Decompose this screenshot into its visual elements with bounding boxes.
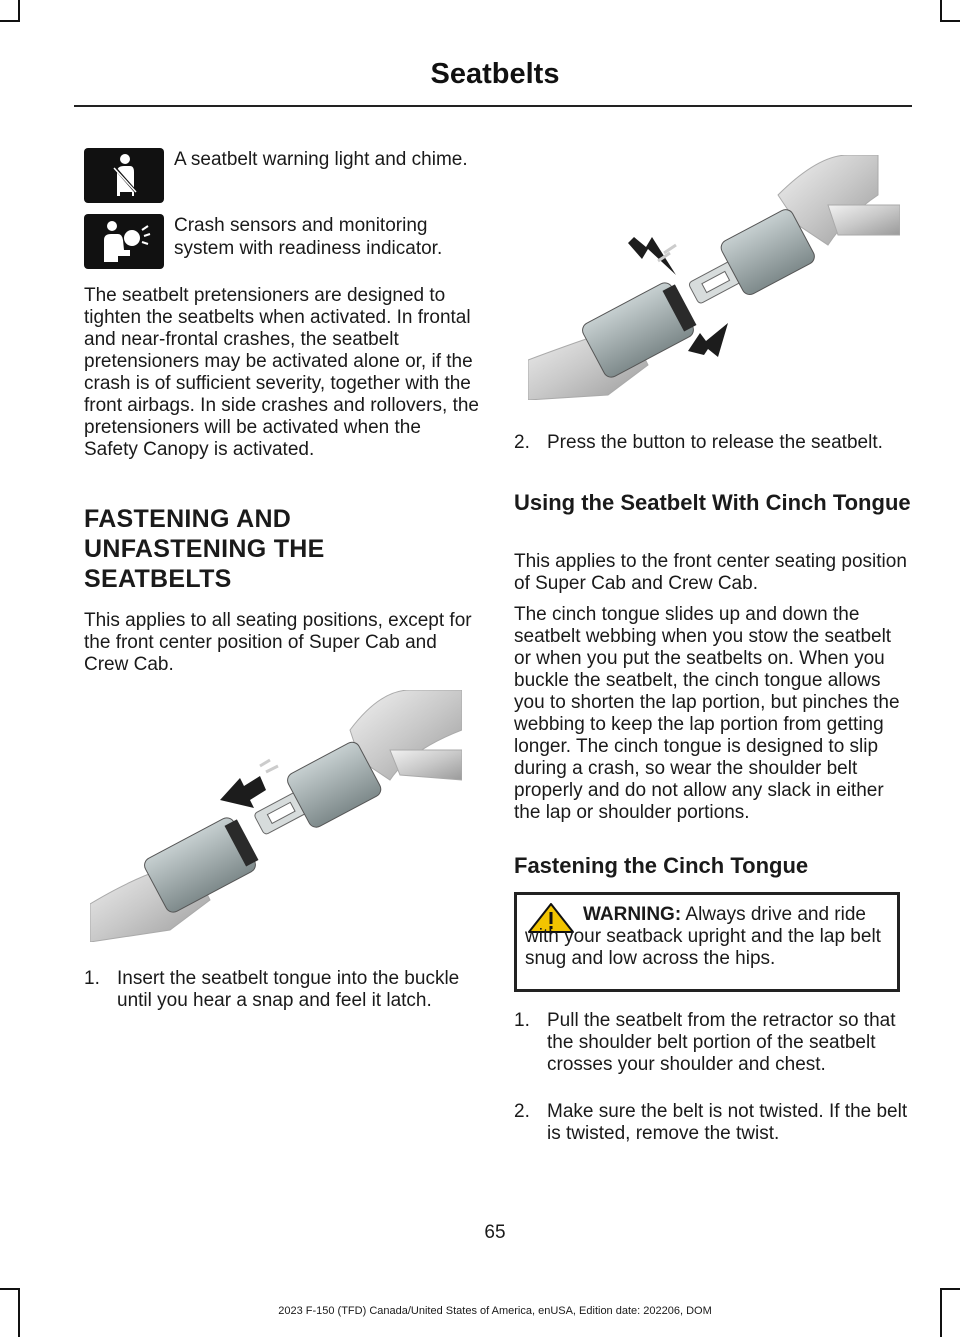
- intro-paragraph: The seatbelt pretensioners are designed to tighten the seatbelts when activated. In frontal and near-frontal crashes, the seatbelt pretensioners may be activated alone or, if the crash is of sufficient severity, together with the front airbags. In side crashes and rollovers, the pretensioners will be activated when the Safety Canopy is activated.: [84, 285, 479, 460]
- list-number: 1.: [84, 968, 100, 989]
- crop-mark: [0, 20, 20, 22]
- header-divider: [74, 105, 912, 107]
- section-heading-line-3: SEATBELTS: [84, 565, 232, 593]
- crop-mark: [940, 1288, 960, 1290]
- crop-mark: [940, 0, 942, 22]
- section-heading-line-2: UNFASTENING THE: [84, 535, 325, 563]
- page-title: Seatbelts: [430, 58, 560, 90]
- crop-mark: [18, 0, 20, 22]
- cinch-applies-paragraph: This applies to the front center seating position of Super Cab and Crew Cab.: [514, 551, 907, 594]
- list-text: Make sure the belt is not twisted. If the belt is twisted, remove the twist.: [547, 1101, 908, 1144]
- warning-label: WARNING:: [583, 904, 682, 925]
- cinch-paragraph: The cinch tongue slides up and down the seatbelt webbing when you stow the seatbelt or when you put the seatbelts on. When you buckle the seatbelt, the cinch tongue allows you to shorten the lap portion, but pinches the webbing to keep the lap portion from getting longer. The cinch tongue is designed to slip during a crash, so wear the shoulder belt properly and do not allow any slack in either the lap or shoulder portions.: [514, 604, 900, 823]
- seatbelt-release-illustration: [528, 155, 900, 400]
- warning-body: Always drive and ride with your seatback upright and the lap belt snug and low across the hips.: [525, 904, 881, 969]
- footer: 2023 F-150 (TFD) Canada/United States of America, enUSA, Edition date: 202206, DOM: [278, 1305, 712, 1317]
- crop-mark: [0, 1288, 20, 1290]
- list-text: Press the button to release the seatbelt.: [547, 432, 883, 453]
- list-number: 2.: [514, 1101, 530, 1122]
- subheading-fastening-cinch: Fastening the Cinch Tongue: [514, 853, 809, 878]
- icon-description: Crash sensors and monitoring system with readiness indicator.: [174, 215, 443, 259]
- warning-text: [525, 904, 895, 970]
- subheading: Using the Seatbelt With Cinch Tongue: [514, 490, 911, 515]
- section-heading-line-1: FASTENING AND: [84, 505, 292, 533]
- list-text: Pull the seatbelt from the retractor so that the shoulder belt portion of the seatbelt crosses your shoulder and chest.: [547, 1010, 896, 1075]
- crop-mark: [940, 20, 960, 22]
- page-number: 65: [484, 1222, 506, 1243]
- icon-description: A seatbelt warning light and chime.: [174, 149, 468, 170]
- applies-paragraph: This applies to all seating positions, except for the front center position of Super Cab and Crew Cab.: [84, 610, 472, 675]
- seatbelt-warning-icon: [84, 148, 164, 203]
- list-number: 2.: [514, 432, 530, 453]
- warning-box: [514, 892, 900, 992]
- list-number: 1.: [514, 1010, 530, 1031]
- airbag-readiness-icon: [84, 214, 164, 269]
- list-text: Insert the seatbelt tongue into the buckle until you hear a snap and feel it latch.: [117, 968, 460, 1011]
- seatbelt-insert-illustration: [90, 690, 462, 942]
